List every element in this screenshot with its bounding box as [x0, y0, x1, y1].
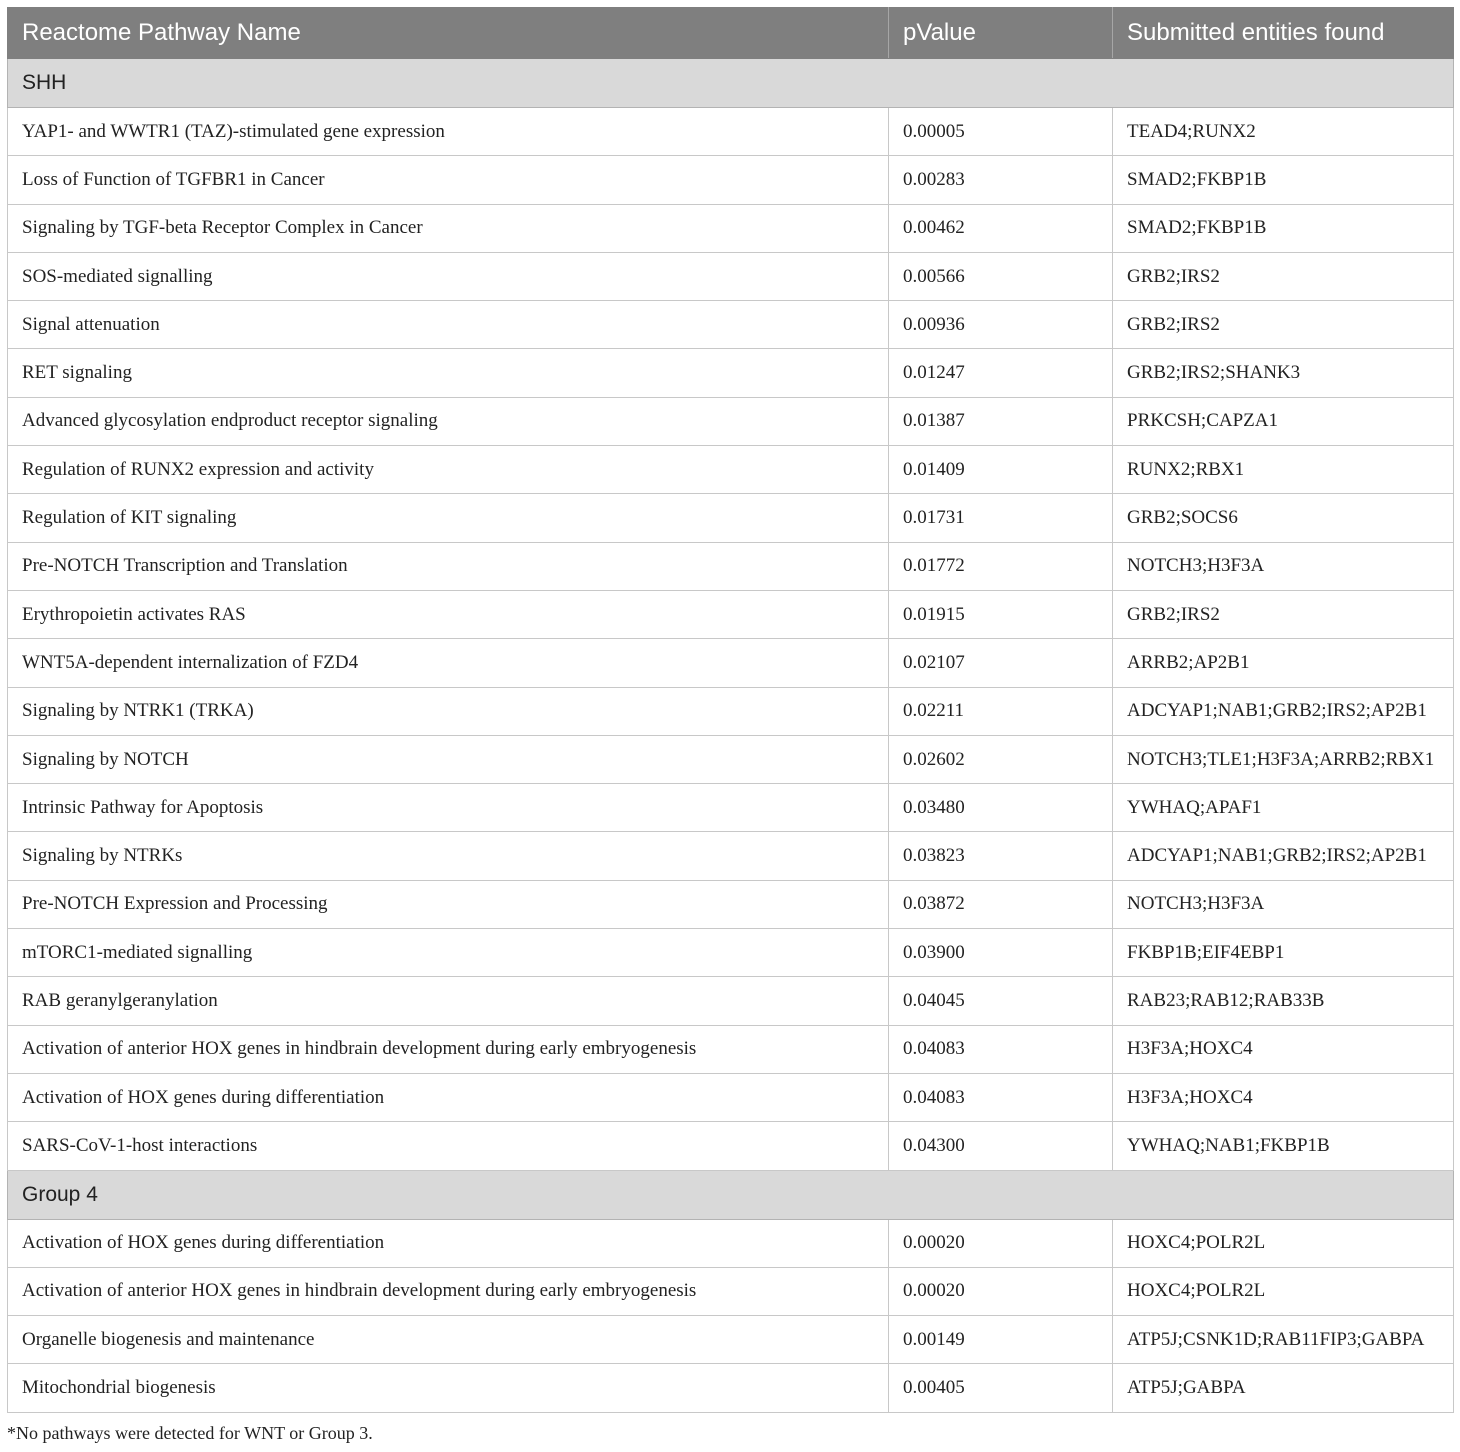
pathway-name-cell: Loss of Function of TGFBR1 in Cancer: [8, 156, 889, 204]
pathway-name-cell: Pre-NOTCH Transcription and Translation: [8, 542, 889, 590]
entities-cell: GRB2;IRS2: [1113, 590, 1454, 638]
pathway-name-cell: Activation of anterior HOX genes in hindbrain development during early embryogenesis: [8, 1267, 889, 1315]
table-header: [8, 8, 1454, 59]
pvalue-cell: 0.02107: [889, 639, 1113, 687]
pvalue-cell: 0.03872: [889, 880, 1113, 928]
entities-cell: GRB2;IRS2;SHANK3: [1113, 349, 1454, 397]
table-row: [8, 156, 1454, 204]
entities-cell: RAB23;RAB12;RAB33B: [1113, 977, 1454, 1025]
pathway-name-cell: Advanced glycosylation endproduct receptor signaling: [8, 397, 889, 445]
table-row: [8, 929, 1454, 977]
table-row: [8, 687, 1454, 735]
pathway-name-cell: Signaling by NTRK1 (TRKA): [8, 687, 889, 735]
table-row: [8, 832, 1454, 880]
pvalue-cell: 0.04083: [889, 1025, 1113, 1073]
pathway-name-cell: YAP1- and WWTR1 (TAZ)-stimulated gene expression: [8, 108, 889, 156]
pvalue-cell: 0.03480: [889, 784, 1113, 832]
table-row: [8, 252, 1454, 300]
table-row: [8, 1364, 1454, 1412]
pvalue-cell: 0.04045: [889, 977, 1113, 1025]
pathway-name-cell: Activation of HOX genes during differentiation: [8, 1219, 889, 1267]
pathway-name-cell: WNT5A-dependent internalization of FZD4: [8, 639, 889, 687]
table-row: [8, 301, 1454, 349]
pvalue-cell: 0.01247: [889, 349, 1113, 397]
entities-cell: PRKCSH;CAPZA1: [1113, 397, 1454, 445]
table-row: [8, 1316, 1454, 1364]
entities-cell: YWHAQ;APAF1: [1113, 784, 1454, 832]
table-row: [8, 1073, 1454, 1121]
entities-cell: NOTCH3;H3F3A: [1113, 542, 1454, 590]
entities-cell: ATP5J;GABPA: [1113, 1364, 1454, 1412]
entities-cell: ARRB2;AP2B1: [1113, 639, 1454, 687]
header-pvalue: pValue: [889, 8, 1113, 59]
entities-cell: FKBP1B;EIF4EBP1: [1113, 929, 1454, 977]
pvalue-cell: 0.00936: [889, 301, 1113, 349]
pathway-name-cell: Mitochondrial biogenesis: [8, 1364, 889, 1412]
pathway-name-cell: RAB geranylgeranylation: [8, 977, 889, 1025]
pathway-name-cell: SARS-CoV-1-host interactions: [8, 1122, 889, 1170]
pvalue-cell: 0.02602: [889, 735, 1113, 783]
pvalue-cell: 0.00283: [889, 156, 1113, 204]
pathway-name-cell: RET signaling: [8, 349, 889, 397]
pathway-name-cell: Pre-NOTCH Expression and Processing: [8, 880, 889, 928]
pathway-name-cell: Signaling by TGF-beta Receptor Complex in Cancer: [8, 204, 889, 252]
section-title: Group 4: [8, 1170, 1454, 1219]
pvalue-cell: 0.00149: [889, 1316, 1113, 1364]
entities-cell: SMAD2;FKBP1B: [1113, 156, 1454, 204]
pathway-name-cell: Signaling by NOTCH: [8, 735, 889, 783]
pvalue-cell: 0.00405: [889, 1364, 1113, 1412]
pathway-name-cell: SOS-mediated signalling: [8, 252, 889, 300]
table-row: [8, 590, 1454, 638]
table-body: [8, 59, 1454, 1413]
table-row: [8, 1025, 1454, 1073]
table-row: [8, 397, 1454, 445]
table-row: [8, 1219, 1454, 1267]
table-row: [8, 446, 1454, 494]
entities-cell: NOTCH3;H3F3A: [1113, 880, 1454, 928]
document: [7, 7, 1453, 1413]
header-pathway-name: Reactome Pathway Name: [8, 8, 889, 59]
entities-cell: ADCYAP1;NAB1;GRB2;IRS2;AP2B1: [1113, 687, 1454, 735]
pathway-name-cell: Activation of anterior HOX genes in hindbrain development during early embryogenesis: [8, 1025, 889, 1073]
pathway-name-cell: mTORC1-mediated signalling: [8, 929, 889, 977]
section-row: [8, 59, 1454, 108]
section-title: SHH: [8, 59, 1454, 108]
pathway-name-cell: Activation of HOX genes during differentiation: [8, 1073, 889, 1121]
entities-cell: HOXC4;POLR2L: [1113, 1219, 1454, 1267]
pathway-name-cell: Signal attenuation: [8, 301, 889, 349]
pvalue-cell: 0.00020: [889, 1267, 1113, 1315]
pathway-name-cell: Intrinsic Pathway for Apoptosis: [8, 784, 889, 832]
pathway-name-cell: Organelle biogenesis and maintenance: [8, 1316, 889, 1364]
pvalue-cell: 0.01387: [889, 397, 1113, 445]
entities-cell: GRB2;IRS2: [1113, 301, 1454, 349]
pvalue-cell: 0.01409: [889, 446, 1113, 494]
table-row: [8, 494, 1454, 542]
section-row: [8, 1170, 1454, 1219]
table-row: [8, 1267, 1454, 1315]
pathway-table: [7, 7, 1454, 1413]
pvalue-cell: 0.03900: [889, 929, 1113, 977]
pathway-name-cell: Signaling by NTRKs: [8, 832, 889, 880]
pvalue-cell: 0.01915: [889, 590, 1113, 638]
entities-cell: GRB2;IRS2: [1113, 252, 1454, 300]
pvalue-cell: 0.00566: [889, 252, 1113, 300]
pvalue-cell: 0.01731: [889, 494, 1113, 542]
table-row: [8, 880, 1454, 928]
table-row: [8, 977, 1454, 1025]
header-row: [8, 8, 1454, 59]
entities-cell: TEAD4;RUNX2: [1113, 108, 1454, 156]
pvalue-cell: 0.03823: [889, 832, 1113, 880]
entities-cell: ATP5J;CSNK1D;RAB11FIP3;GABPA: [1113, 1316, 1454, 1364]
pvalue-cell: 0.04083: [889, 1073, 1113, 1121]
pathway-name-cell: Erythropoietin activates RAS: [8, 590, 889, 638]
pathway-name-cell: Regulation of RUNX2 expression and activity: [8, 446, 889, 494]
entities-cell: RUNX2;RBX1: [1113, 446, 1454, 494]
entities-cell: H3F3A;HOXC4: [1113, 1025, 1454, 1073]
entities-cell: ADCYAP1;NAB1;GRB2;IRS2;AP2B1: [1113, 832, 1454, 880]
pvalue-cell: 0.04300: [889, 1122, 1113, 1170]
table-row: [8, 108, 1454, 156]
pvalue-cell: 0.00020: [889, 1219, 1113, 1267]
pvalue-cell: 0.02211: [889, 687, 1113, 735]
header-entities: Submitted entities found: [1113, 8, 1454, 59]
table-row: [8, 349, 1454, 397]
entities-cell: SMAD2;FKBP1B: [1113, 204, 1454, 252]
pathway-name-cell: Regulation of KIT signaling: [8, 494, 889, 542]
entities-cell: YWHAQ;NAB1;FKBP1B: [1113, 1122, 1454, 1170]
pvalue-cell: 0.00462: [889, 204, 1113, 252]
table-row: [8, 204, 1454, 252]
table-row: [8, 735, 1454, 783]
table-row: [8, 639, 1454, 687]
table-footnote: *No pathways were detected for WNT or Group 3.: [7, 1423, 373, 1443]
table-row: [8, 1122, 1454, 1170]
table-row: [8, 542, 1454, 590]
pvalue-cell: 0.01772: [889, 542, 1113, 590]
pvalue-cell: 0.00005: [889, 108, 1113, 156]
entities-cell: NOTCH3;TLE1;H3F3A;ARRB2;RBX1: [1113, 735, 1454, 783]
table-row: [8, 784, 1454, 832]
entities-cell: HOXC4;POLR2L: [1113, 1267, 1454, 1315]
entities-cell: GRB2;SOCS6: [1113, 494, 1454, 542]
entities-cell: H3F3A;HOXC4: [1113, 1073, 1454, 1121]
